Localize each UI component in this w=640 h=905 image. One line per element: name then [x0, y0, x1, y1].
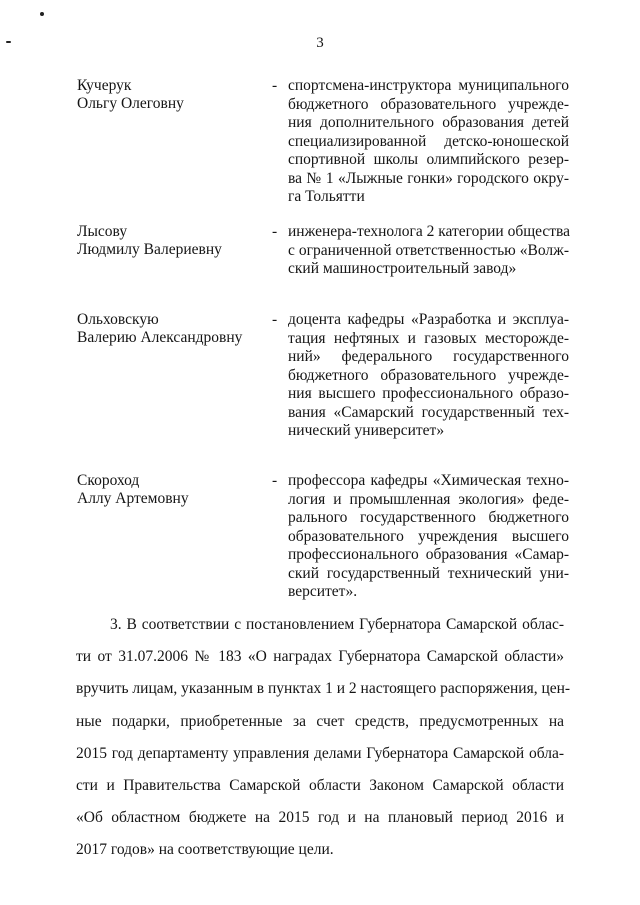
scan-dot-mark	[40, 12, 44, 16]
position-line: логия и промышленная экология» феде-	[288, 490, 569, 508]
recipient-name	[77, 77, 257, 113]
paragraph-line: 2017 годов» на соответствующие цели.	[76, 841, 334, 859]
position-line: га Тольятти	[288, 188, 365, 205]
position-line: ский машиностроительный завод»	[288, 260, 517, 277]
recipient-name	[77, 472, 257, 508]
recipient-surname: Кучерук	[77, 77, 132, 94]
position-line: тация нефтяных и газовых месторожде-	[288, 329, 569, 347]
entry-dash: -	[272, 472, 278, 489]
recipient-position	[288, 311, 569, 441]
paragraph-line: 2015 год департаменту управления делами Губернатора Самарской обла-	[76, 744, 564, 762]
paragraph-line: «Об областном бюджете на 2015 год и на плановый период 2016 и	[76, 809, 564, 827]
position-line: ния высшего профессионального образо-	[288, 385, 569, 402]
position-line: с ограниченной ответственностью «Волж-	[288, 241, 569, 259]
recipient-surname: Лысову	[77, 223, 128, 240]
paragraph-line: ти от 31.07.2006 № 183 «О наградах Губернатора Самарской области»	[76, 648, 564, 666]
position-line: образовательного учреждения высшего	[288, 527, 569, 545]
entry-dash: -	[272, 77, 278, 94]
recipient-position	[288, 472, 569, 602]
recipient-name	[77, 223, 257, 259]
position-line: ний» федерального государственного	[288, 348, 569, 365]
position-line: специализированной детско-юношеской	[288, 132, 569, 150]
position-line: доцента кафедры «Разработка и эксплуа-	[288, 311, 569, 328]
position-line: профессора кафедры «Химическая техно-	[288, 472, 569, 489]
entry-dash: -	[272, 223, 278, 240]
decree-paragraph	[76, 609, 571, 867]
position-line: нический университет»	[288, 422, 445, 439]
recipient-name	[77, 311, 257, 347]
paragraph-line: сти и Правительства Самарской области Законом Самарской области	[76, 776, 564, 794]
position-line: рального государственного бюджетного	[288, 509, 569, 526]
paragraph-line: вручить лицам, указанным в пунктах 1 и 2 настоящего распоряжения, цен-	[76, 680, 571, 698]
page-number: 3	[316, 35, 324, 51]
position-line: верситет».	[288, 583, 358, 600]
position-line: бюджетного образовательного учрежде-	[288, 95, 569, 113]
recipient-given-names: Людмилу Валериевну	[77, 241, 222, 258]
position-line: ский государственный технический уни-	[288, 564, 569, 582]
recipient-given-names: Аллу Артемовну	[77, 490, 189, 507]
position-line: вания «Самарский государственный тех-	[288, 403, 569, 421]
recipient-given-names: Ольгу Олеговну	[77, 95, 184, 112]
recipient-position	[288, 77, 569, 207]
position-line: инженера-технолога 2 категории общества	[288, 223, 571, 240]
position-line: профессионального образования «Самар-	[288, 546, 569, 563]
paragraph-line: ные подарки, приобретенные за счет средств, предусмотренных на	[76, 712, 564, 730]
position-line: ва № 1 «Лыжные гонки» городского окру-	[288, 169, 569, 187]
recipient-given-names: Валерию Александровну	[77, 329, 243, 346]
recipient-surname: Ольховскую	[77, 311, 159, 328]
position-line: бюджетного образовательного учрежде-	[288, 366, 569, 384]
position-line: спортивной школы олимпийского резер-	[288, 151, 569, 168]
recipient-position	[288, 223, 569, 279]
paragraph-line: 3. В соответствии с постановлением Губернатора Самарской облас-	[110, 616, 564, 633]
recipient-surname: Скороход	[77, 472, 140, 489]
position-line: спортсмена-инструктора муниципального	[288, 77, 569, 94]
entry-dash: -	[272, 311, 278, 328]
position-line: ния дополнительного образования детей	[288, 114, 569, 131]
